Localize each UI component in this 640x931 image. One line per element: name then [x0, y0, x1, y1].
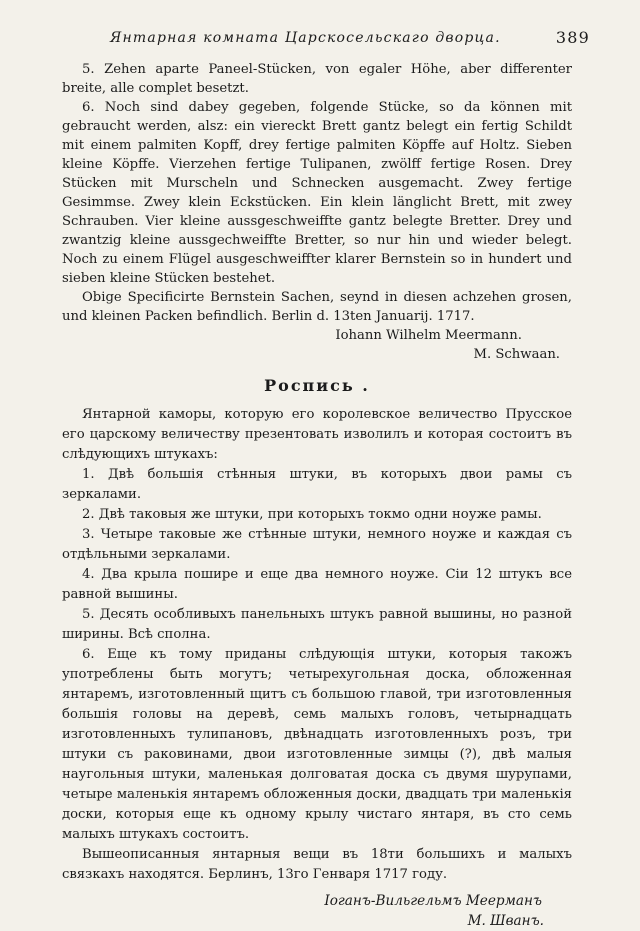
russian-specification [62, 405, 572, 931]
russian-paragraph: Янтарной каморы, которую его королевское величество Прусское его царскому величеству презентовать изволилъ и которая состоитъ въ слѣдующихъ штукахъ: [62, 407, 572, 462]
russian-paragraph: 1. Двѣ большія стѣнныя штуки, въ которыхъ двои рамы съ зеркалами. [62, 467, 572, 502]
page-number: 389 [555, 28, 590, 47]
german-paragraph: 5. Zehen aparte Paneel-Stücken, von egaler Höhe, aber differenter breite, alle complet besetzt. [62, 62, 572, 96]
russian-paragraph: 4. Два крыла пошире и еще два немного ноуже. Сіи 12 штукъ все равной вышины. [62, 567, 572, 602]
german-paragraph: Obige Specificirte Bernstein Sachen, seynd in diesen achzehen grosen, und kleinen Packen befindlich. Berlin d. 13ten Januarij. 1717. [62, 290, 572, 324]
german-signature-schwaan: M. Schwaan. [473, 347, 560, 362]
german-specification [62, 60, 572, 364]
page-body [62, 60, 572, 931]
russian-paragraph: 5. Десять особливыхъ панельныхъ штукъ равной вышины, но разной ширины. Всѣ сполна. [62, 607, 572, 642]
russian-paragraph: 6. Еще къ тому приданы слѣдующія штуки, которыя такожъ употреблены быть могутъ; четырехугольная доска, обложенная янтаремъ, изготовленный щитъ съ большою главой, три изготовленныя большія головы на деревѣ, семь малыхъ головъ, четырнадцать изготовленныхъ тулипановъ, двѣнадцать изготовленныхъ розъ, три штуки съ раковинами, двои изготовленные зимцы (?), двѣ малыя наугольныя штуки, маленькая долговатая доска съ двумя шурупами, четыре маленькія янтаремъ обложенныя доски, двадцать три маленькія доски, которыя еще къ одному крылу чистаго янтаря, въ сто семь малыхъ штукахъ состоитъ. [62, 647, 572, 842]
page-header [70, 24, 590, 50]
russian-paragraph: Вышеописанныя янтарныя вещи въ 18ти большихъ и малыхъ связкахъ находятся. Берлинъ, 13го Генваря 1717 году. [62, 847, 572, 882]
german-paragraph: 6. Noch sind dabey gegeben, folgende Stücke, so da können mit gebraucht werden, alsz: ein viereckt Brett gantz belegt ein fertig Schildt mit einem palmiten Kopff, drey fertige palmiten Köpffe auf Holtz. Sieben kleine Köpffe. Vierzehen fertige Tulipanen, zwölff fertige Rosen. Drey Stücken mit Murscheln und Schnecken ausgemacht. Zwey fertige Gesimmse. Zwey klein Eckstücken. Ein klein länglicht Brett, mit zwey Schrauben. Vier kleine aussgeschweiffte gantz belegte Bretter. Drey und zwantzig kleine aussgechweiffte Bretter, so nur hin und wieder belegt. Noch zu einem Flügel ausgeschweiffter klarer Bernstein so in hundert und sieben kleine Stücken bestehet. [62, 100, 572, 286]
running-title: Янтарная комната Царскосельскаго дворца. [110, 30, 501, 46]
russian-paragraph: 3. Четыре таковые же стѣнные штуки, немного ноуже и каждая съ отдѣльными зеркалами. [62, 527, 572, 562]
russian-heading: Роспись . [264, 376, 370, 395]
russian-signature-schwaan: М. Шванъ. [467, 913, 544, 929]
russian-paragraph: 2. Двѣ таковыя же штуки, при которыхъ токмо одни ноуже рамы. [82, 507, 542, 522]
russian-signature-meermann: Іоганъ-Вильгельмъ Меерманъ [324, 893, 542, 909]
german-signature-meermann: Iohann Wilhelm Meermann. [335, 328, 522, 343]
